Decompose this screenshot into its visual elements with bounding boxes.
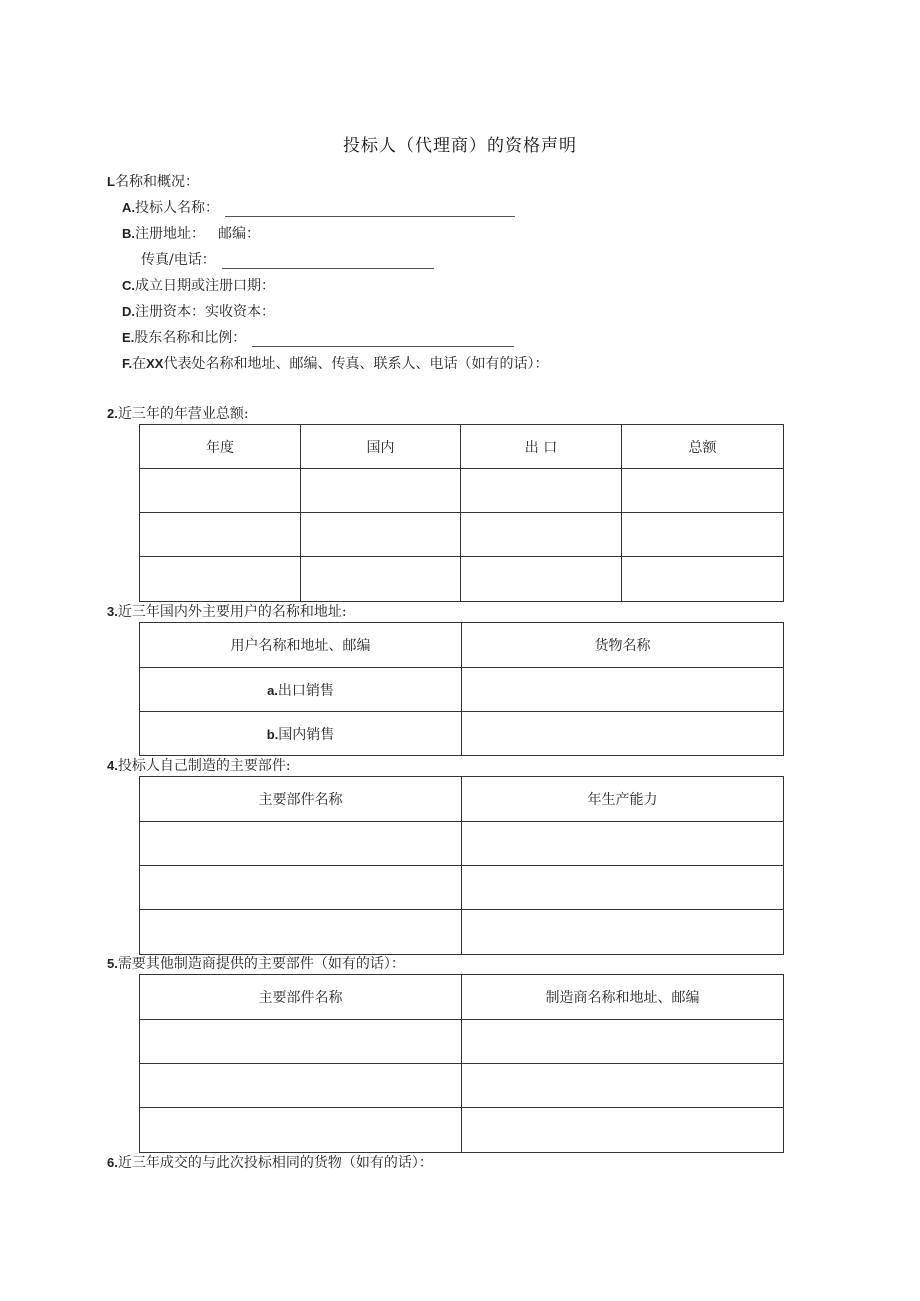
table-cell[interactable]: [140, 513, 301, 557]
table-header-row: [140, 425, 784, 469]
establish-date-label: 成立日期或注册口期：: [135, 278, 275, 294]
fax-phone-line: [141, 251, 434, 269]
table-cell[interactable]: [461, 557, 622, 602]
registered-capital-label: 注册资本：: [135, 304, 205, 320]
section4-number: 4.: [107, 758, 118, 773]
section1-number: L: [107, 174, 115, 189]
col-total: 总额: [622, 425, 784, 469]
domestic-sales-cell: [140, 712, 462, 756]
table-cell[interactable]: [140, 469, 301, 513]
table-row: [140, 866, 784, 910]
export-sales-cell: [140, 668, 462, 712]
postcode-label: 邮编：: [218, 226, 260, 242]
section3-heading: [107, 603, 347, 621]
table-row: [140, 1108, 784, 1153]
table-cell[interactable]: [140, 910, 462, 955]
table-cell[interactable]: [462, 822, 784, 866]
table-cell[interactable]: [462, 712, 784, 756]
section6-heading-text: 近三年成交的与此次投标相同的货物（如有的话）：: [117, 1155, 433, 1171]
table-cell[interactable]: [462, 668, 784, 712]
bidder-name-field[interactable]: [225, 203, 515, 217]
office-prefix: 在: [132, 356, 147, 372]
registered-address-label: 注册地址：: [135, 226, 205, 242]
table-row: [140, 668, 784, 712]
item-a-mark: A.: [122, 200, 135, 215]
table-row: [140, 1064, 784, 1108]
section4-heading-text: 投标人自己制造的主要部件:: [117, 758, 291, 774]
export-sales-label: 出口销售: [277, 682, 334, 699]
table-row: [140, 557, 784, 602]
table-row: [140, 1020, 784, 1064]
table-cell[interactable]: [140, 822, 462, 866]
col-annual-capacity: 年生产能力: [462, 777, 784, 822]
supplier-parts-table: [139, 974, 784, 1153]
table-cell[interactable]: [140, 557, 301, 602]
section5-heading-text: 需要其他制造商提供的主要部件（如有的话）：: [117, 956, 405, 972]
shareholder-label: 股东名称和比例：: [134, 330, 247, 346]
section2-number: 2.: [107, 406, 118, 421]
table-cell[interactable]: [462, 1020, 784, 1064]
establish-date-line: [122, 277, 275, 295]
capital-line: [122, 303, 275, 321]
table-cell[interactable]: [462, 910, 784, 955]
export-sales-mark: a.: [267, 682, 278, 698]
col-export: 出 口: [461, 425, 622, 469]
office-line: [122, 355, 548, 373]
table-cell[interactable]: [301, 513, 461, 557]
paid-in-capital-label: 实收资本：: [205, 304, 275, 320]
table-cell[interactable]: [462, 1064, 784, 1108]
table-header-row: [140, 975, 784, 1020]
table-cell[interactable]: [140, 1108, 462, 1153]
col-customer-name-address: 用户名称和地址、邮编: [140, 623, 462, 668]
table-cell[interactable]: [140, 1020, 462, 1064]
col-main-part-name: 主要部件名称: [140, 975, 462, 1020]
section3-number: 3.: [107, 604, 118, 619]
table-row: [140, 712, 784, 756]
table-cell[interactable]: [301, 469, 461, 513]
col-domestic: 国内: [301, 425, 461, 469]
bidder-name-line: [122, 199, 515, 217]
section6-heading: [107, 1154, 433, 1172]
section5-number: 5.: [107, 956, 118, 971]
col-goods-name: 货物名称: [462, 623, 784, 668]
customers-table: [139, 622, 784, 756]
section4-heading: [107, 757, 291, 775]
item-b-mark: B.: [122, 226, 135, 241]
table-cell[interactable]: [622, 557, 784, 602]
section2-heading: [107, 405, 249, 423]
page-title: 投标人（代理商）的资格声明: [343, 136, 577, 156]
office-label: 代表处名称和地址、邮编、传真、联系人、电话（如有的话）：: [163, 356, 549, 372]
fax-phone-label: 传真/电话：: [141, 252, 216, 268]
fax-phone-field[interactable]: [222, 255, 434, 269]
item-f-mark: F.: [122, 356, 133, 371]
table-cell[interactable]: [462, 866, 784, 910]
table-row: [140, 513, 784, 557]
own-parts-table: [139, 776, 784, 955]
table-header-row: [140, 623, 784, 668]
domestic-sales-mark: b.: [266, 726, 279, 742]
section3-heading-text: 近三年国内外主要用户的名称和地址:: [117, 604, 347, 620]
table-header-row: [140, 777, 784, 822]
col-main-part-name: 主要部件名称: [140, 777, 462, 822]
section6-number: 6.: [107, 1155, 118, 1170]
item-c-mark: C.: [122, 278, 135, 293]
table-cell[interactable]: [140, 866, 462, 910]
bidder-name-label: 投标人名称：: [135, 200, 219, 216]
table-row: [140, 469, 784, 513]
table-cell[interactable]: [622, 469, 784, 513]
shareholder-field[interactable]: [252, 333, 514, 347]
revenue-table: [139, 424, 784, 602]
shareholder-line: [122, 329, 514, 347]
section2-heading-text: 近三年的年营业总额:: [117, 406, 249, 422]
table-cell[interactable]: [461, 469, 622, 513]
item-e-mark: E.: [122, 330, 135, 345]
section1-heading: [107, 173, 199, 191]
domestic-sales-label: 国内销售: [278, 726, 335, 743]
table-cell[interactable]: [462, 1108, 784, 1153]
table-cell[interactable]: [140, 1064, 462, 1108]
section1-heading-text: 名称和概况：: [114, 174, 199, 190]
table-cell[interactable]: [622, 513, 784, 557]
section5-heading: [107, 955, 405, 973]
registered-address-line: [122, 225, 260, 243]
table-cell[interactable]: [301, 557, 461, 602]
table-cell[interactable]: [461, 513, 622, 557]
office-xx: XX: [146, 356, 164, 371]
table-row: [140, 822, 784, 866]
col-manufacturer-name-address: 制造商名称和地址、邮编: [462, 975, 784, 1020]
item-d-mark: D.: [122, 304, 135, 319]
col-year: 年度: [140, 425, 301, 469]
table-row: [140, 910, 784, 955]
